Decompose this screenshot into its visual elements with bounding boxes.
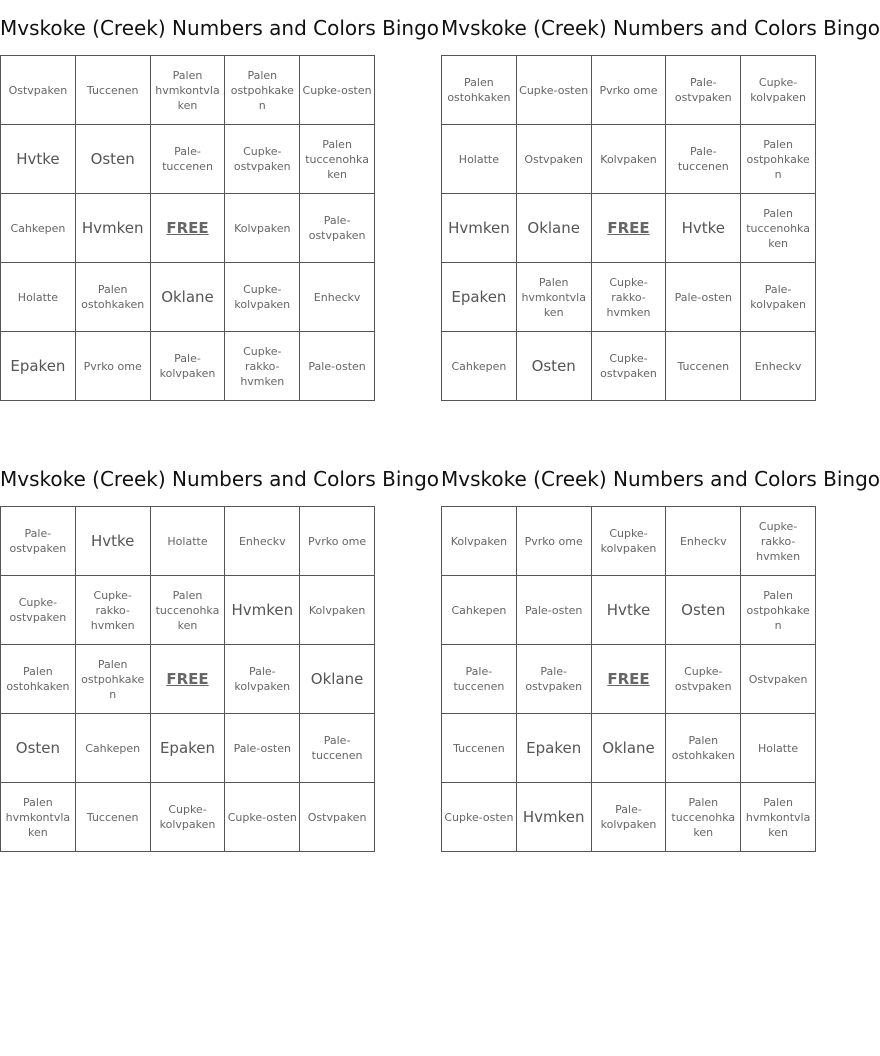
grid-cell: Tuccenen	[75, 56, 150, 125]
grid-cell: Pvrko ome	[300, 507, 375, 576]
grid-cell: Cupke-osten	[516, 56, 591, 125]
grid-cell: Kolvpaken	[300, 576, 375, 645]
grid-row	[442, 714, 816, 783]
grid-cell: Palen tuccenohkaken	[150, 576, 225, 645]
card-title: Mvskoke (Creek) Numbers and Colors Bingo	[0, 467, 440, 491]
grid-cell: Palen ostpohkaken	[741, 576, 816, 645]
grid-row	[1, 194, 375, 263]
grid-cell: Cupke-osten	[300, 56, 375, 125]
grid-cell: Palen ostpohkaken	[741, 125, 816, 194]
grid-cell: Palen ostohkaken	[666, 714, 741, 783]
grid-cell: Oklane	[300, 645, 375, 714]
grid-cell: Pvrko ome	[516, 507, 591, 576]
grid-cell: Cupke-ostvpaken	[591, 332, 666, 401]
grid-cell: Pale-osten	[300, 332, 375, 401]
grid-cell: Cupke-rakko-hvmken	[75, 576, 150, 645]
grid-row	[442, 576, 816, 645]
grid-cell: Pale-kolvpaken	[741, 263, 816, 332]
grid-cell: Enheckv	[225, 507, 300, 576]
grid-cell: Osten	[666, 576, 741, 645]
bingo-card-2	[441, 14, 880, 380]
grid-cell: Hvtke	[666, 194, 741, 263]
grid-cell: Cupke-rakko-hvmken	[741, 507, 816, 576]
grid-cell: Cupke-ostvpaken	[1, 576, 76, 645]
grid-cell: Kolvpaken	[442, 507, 517, 576]
grid-cell: Kolvpaken	[591, 125, 666, 194]
grid-row	[442, 125, 816, 194]
grid-row	[442, 507, 816, 576]
grid-cell: Hvmken	[225, 576, 300, 645]
grid-cell: Pale-kolvpaken	[591, 783, 666, 852]
grid-cell: Palen hvmkontvlaken	[741, 783, 816, 852]
grid-cell: Palen ostohkaken	[442, 56, 517, 125]
grid-cell: Ostvpaken	[1, 56, 76, 125]
grid-cell: Palen hvmkontvlaken	[1, 783, 76, 852]
grid-cell: Hvtke	[1, 125, 76, 194]
grid-row	[1, 332, 375, 401]
grid-row	[1, 576, 375, 645]
grid-cell: Osten	[75, 125, 150, 194]
grid-cell: Holatte	[442, 125, 517, 194]
grid-cell: Cupke-osten	[442, 783, 517, 852]
grid-cell: Cupke-rakko-hvmken	[225, 332, 300, 401]
grid-cell: Cupke-ostvpaken	[225, 125, 300, 194]
grid-cell: Holatte	[1, 263, 76, 332]
grid-row	[442, 645, 816, 714]
bingo-grid	[0, 55, 375, 401]
grid-cell: Hvmken	[442, 194, 517, 263]
grid-cell: Pale-ostvpaken	[300, 194, 375, 263]
grid-cell: Holatte	[150, 507, 225, 576]
grid-cell: Tuccenen	[442, 714, 517, 783]
grid-cell: Pvrko ome	[591, 56, 666, 125]
grid-row	[1, 783, 375, 852]
grid-cell: Epaken	[1, 332, 76, 401]
grid-cell: Cahkepen	[75, 714, 150, 783]
grid-cell: Oklane	[516, 194, 591, 263]
grid-cell: Pale-tuccenen	[442, 645, 517, 714]
bingo-grid	[441, 506, 816, 852]
grid-cell: Pale-ostvpaken	[1, 507, 76, 576]
grid-cell: Holatte	[741, 714, 816, 783]
grid-cell: Hvmken	[516, 783, 591, 852]
grid-cell: Cahkepen	[442, 576, 517, 645]
grid-cell: Osten	[1, 714, 76, 783]
grid-cell: Pale-osten	[516, 576, 591, 645]
grid-cell: Hvtke	[75, 507, 150, 576]
bingo-grid	[0, 506, 375, 852]
grid-cell: Cupke-osten	[225, 783, 300, 852]
grid-cell: Pale-tuccenen	[666, 125, 741, 194]
grid-cell: Kolvpaken	[225, 194, 300, 263]
grid-cell: Cupke-rakko-hvmken	[591, 263, 666, 332]
bingo-card-4	[441, 465, 880, 839]
grid-cell: Oklane	[150, 263, 225, 332]
grid-cell: Pale-ostvpaken	[666, 56, 741, 125]
grid-cell: Pale-ostvpaken	[516, 645, 591, 714]
grid-row	[442, 263, 816, 332]
card-title: Mvskoke (Creek) Numbers and Colors Bingo	[441, 467, 880, 491]
grid-cell: Pale-tuccenen	[300, 714, 375, 783]
grid-cell: Cahkepen	[1, 194, 76, 263]
free-space: FREE	[591, 194, 666, 263]
grid-cell: Cahkepen	[442, 332, 517, 401]
grid-cell: Pale-osten	[225, 714, 300, 783]
card-title: Mvskoke (Creek) Numbers and Colors Bingo	[441, 16, 880, 40]
grid-row	[1, 714, 375, 783]
grid-cell: Cupke-kolvpaken	[150, 783, 225, 852]
grid-cell: Palen tuccenohkaken	[666, 783, 741, 852]
grid-cell: Epaken	[516, 714, 591, 783]
bingo-card-3	[0, 465, 440, 839]
grid-row	[1, 125, 375, 194]
grid-row	[442, 194, 816, 263]
grid-cell: Osten	[516, 332, 591, 401]
grid-cell: Pale-osten	[666, 263, 741, 332]
free-space: FREE	[150, 194, 225, 263]
grid-cell: Pale-kolvpaken	[225, 645, 300, 714]
free-space: FREE	[150, 645, 225, 714]
grid-row	[442, 332, 816, 401]
free-space: FREE	[591, 645, 666, 714]
grid-row	[442, 56, 816, 125]
grid-cell: Palen ostohkaken	[1, 645, 76, 714]
bingo-grid	[441, 55, 816, 401]
grid-cell: Enheckv	[300, 263, 375, 332]
grid-cell: Palen hvmkontvlaken	[150, 56, 225, 125]
grid-row	[1, 56, 375, 125]
grid-cell: Enheckv	[666, 507, 741, 576]
grid-cell: Hvmken	[75, 194, 150, 263]
grid-cell: Palen ostohkaken	[75, 263, 150, 332]
grid-cell: Oklane	[591, 714, 666, 783]
grid-cell: Ostvpaken	[516, 125, 591, 194]
grid-cell: Pale-tuccenen	[150, 125, 225, 194]
grid-cell: Palen hvmkontvlaken	[516, 263, 591, 332]
grid-cell: Epaken	[442, 263, 517, 332]
grid-cell: Hvtke	[591, 576, 666, 645]
grid-cell: Epaken	[150, 714, 225, 783]
grid-cell: Palen ostpohkaken	[225, 56, 300, 125]
grid-row	[442, 783, 816, 852]
grid-row	[1, 263, 375, 332]
grid-cell: Ostvpaken	[741, 645, 816, 714]
grid-cell: Cupke-kolvpaken	[591, 507, 666, 576]
card-title: Mvskoke (Creek) Numbers and Colors Bingo	[0, 16, 440, 40]
bingo-card-1	[0, 14, 440, 388]
grid-cell: Cupke-kolvpaken	[741, 56, 816, 125]
grid-cell: Pale-kolvpaken	[150, 332, 225, 401]
grid-cell: Enheckv	[741, 332, 816, 401]
grid-cell: Palen ostpohkaken	[75, 645, 150, 714]
grid-cell: Cupke-kolvpaken	[225, 263, 300, 332]
grid-cell: Ostvpaken	[300, 783, 375, 852]
grid-cell: Palen tuccenohkaken	[741, 194, 816, 263]
grid-cell: Pvrko ome	[75, 332, 150, 401]
grid-cell: Tuccenen	[75, 783, 150, 852]
grid-cell: Palen tuccenohkaken	[300, 125, 375, 194]
grid-row	[1, 507, 375, 576]
grid-cell: Cupke-ostvpaken	[666, 645, 741, 714]
grid-row	[1, 645, 375, 714]
grid-cell: Tuccenen	[666, 332, 741, 401]
